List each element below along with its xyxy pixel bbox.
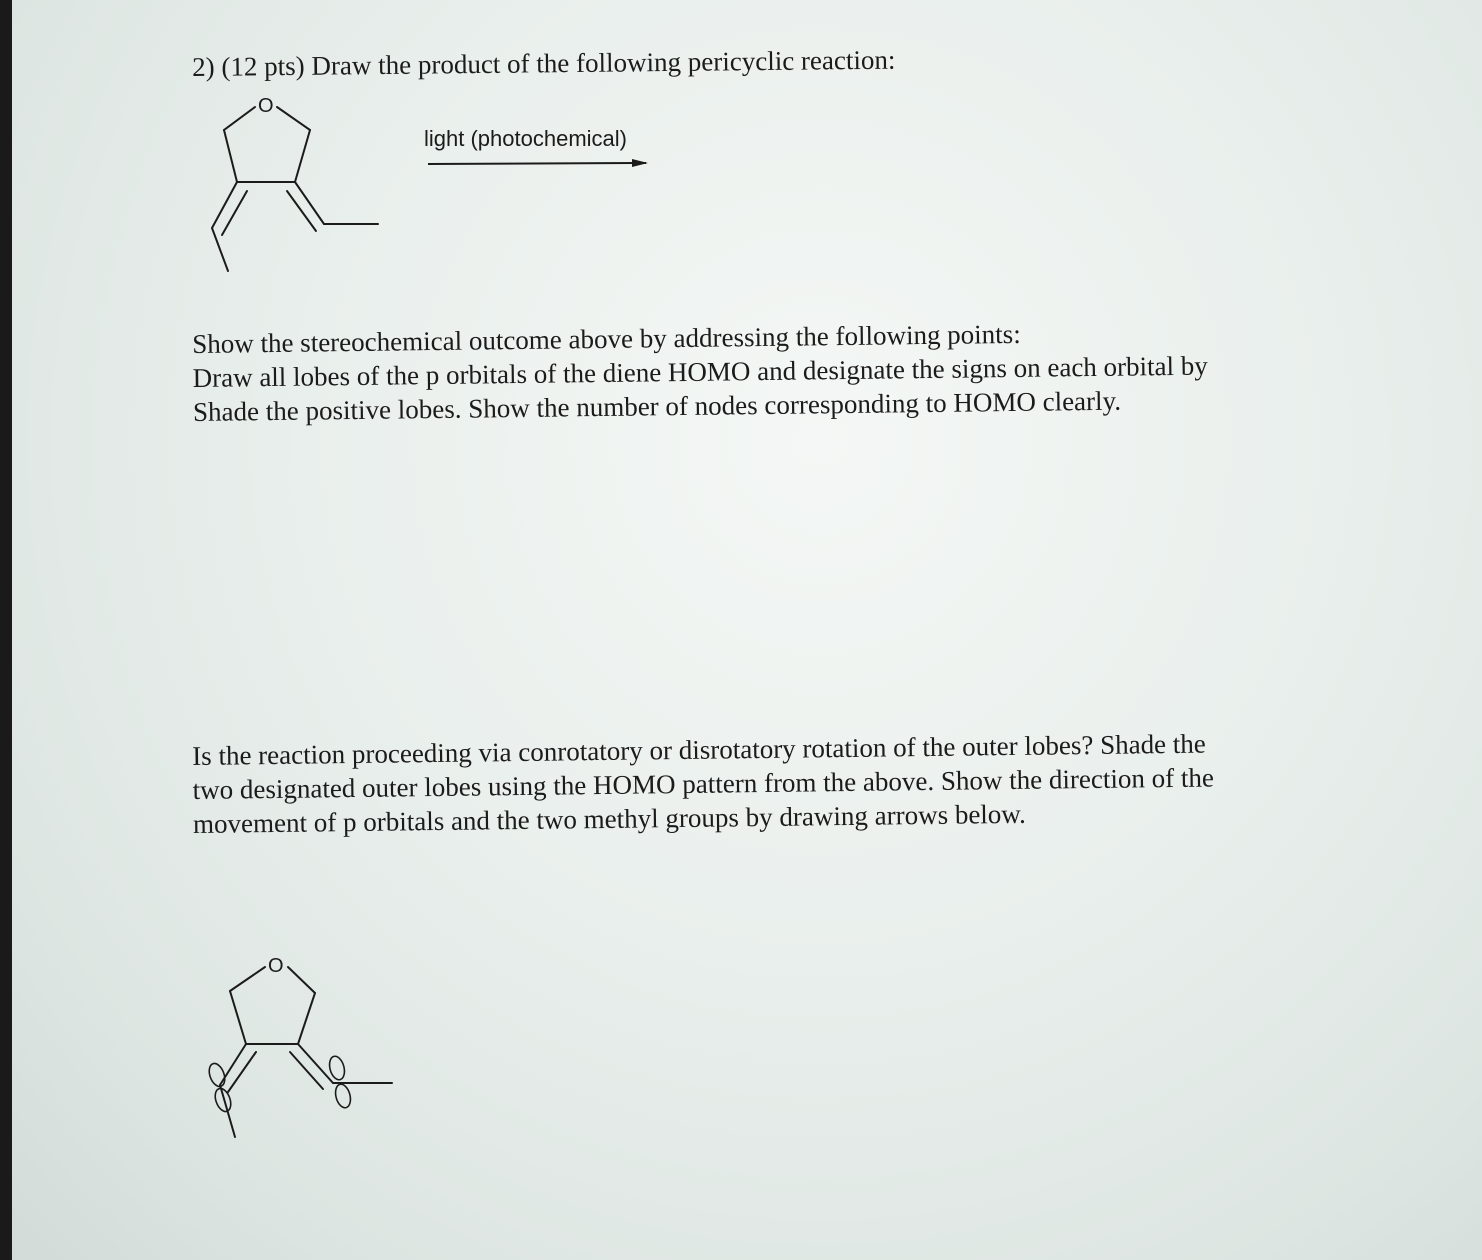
reaction-arrow [426, 156, 656, 172]
reactant-structure [192, 85, 392, 285]
question-title: 2) (12 pts) Draw the product of the following pericyclic reaction: [192, 44, 896, 82]
worksheet-page [12, 0, 1482, 1260]
rotation-question-paragraph [192, 727, 1214, 841]
lower-oxygen-label: O [268, 955, 284, 977]
rotation-question-line-3: movement of p orbitals and the two methyl groups by drawing arrows below. [192, 798, 1027, 839]
rotation-question-line-1: Is the reaction proceeding via conrotatory or disrotatory rotation of the outer lobes? Shade the [192, 728, 1206, 771]
instructions-line-3: Shade the positive lobes. Show the number of nodes corresponding to HOMO clearly. [192, 385, 1122, 427]
reactant-oxygen-label: O [258, 95, 274, 117]
rotation-question-line-2: two designated outer lobes using the HOMO pattern from the above. Show the direction of the [192, 762, 1215, 805]
reaction-arrow-label: light (photochemical) [424, 126, 627, 151]
instructions-line-1: Show the stereochemical outcome above by addressing the following points: [192, 318, 1021, 359]
instructions-line-2: Draw all lobes of the p orbitals of the diene HOMO and designate the signs on each orbital by [192, 350, 1208, 393]
instructions-paragraph [192, 315, 1208, 429]
lower-structure-with-orbitals [190, 945, 410, 1155]
